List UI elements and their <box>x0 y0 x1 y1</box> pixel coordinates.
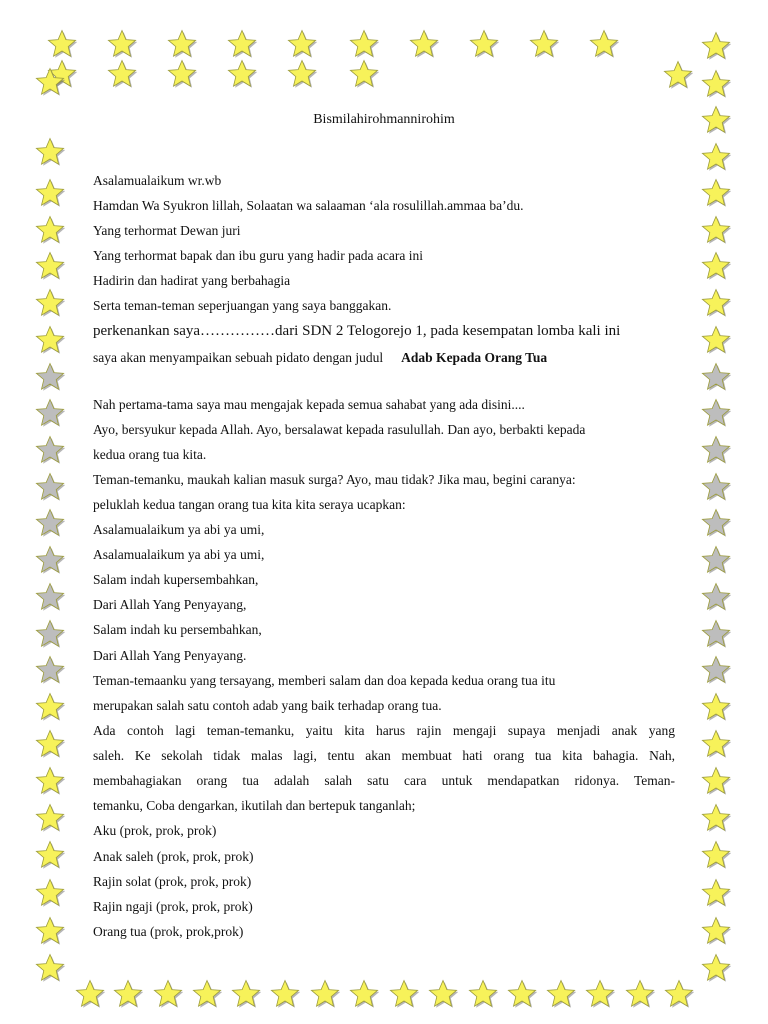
text-line: kedua orang tua kita. <box>93 447 207 462</box>
text-line: Dari Allah Yang Penyayang. <box>93 648 247 663</box>
star-icon <box>701 655 731 685</box>
star-icon <box>35 916 65 946</box>
text-line: Ada contoh lagi teman-temanku, yaitu kita harus rajin mengaji supaya menjadi anak yang <box>93 723 675 738</box>
star-icon <box>701 105 731 135</box>
star-icon <box>701 435 731 465</box>
star-icon <box>287 29 317 59</box>
star-icon <box>507 979 537 1009</box>
document-title: Bismilahirohmannirohim <box>313 112 455 127</box>
star-icon <box>231 979 261 1009</box>
star-icon <box>35 288 65 318</box>
star-icon <box>349 29 379 59</box>
text-line: Orang tua (prok, prok,prok) <box>93 924 244 939</box>
star-icon <box>35 435 65 465</box>
star-icon <box>701 325 731 355</box>
text-line: membahagiakan orang tua adalah salah satu cara untuk mendapatkan ridonya. Teman- <box>93 773 675 788</box>
star-icon <box>701 142 731 172</box>
star-icon <box>35 251 65 281</box>
text-span: saya akan menyampaikan sebuah pidato dengan judul <box>93 350 384 365</box>
star-icon <box>35 67 65 97</box>
star-icon <box>701 69 731 99</box>
star-icon <box>701 840 731 870</box>
star-icon <box>349 59 379 89</box>
star-icon <box>35 582 65 612</box>
star-icon <box>35 398 65 428</box>
text-line: Teman-temanku, maukah kalian masuk surga? Ayo, mau tidak? Jika mau, begini caranya: <box>93 472 576 487</box>
star-icon <box>701 178 731 208</box>
star-icon <box>35 840 65 870</box>
star-icon <box>701 215 731 245</box>
star-icon <box>701 288 731 318</box>
text-line: Hadirin dan hadirat yang berbahagia <box>93 273 291 288</box>
star-icon <box>75 979 105 1009</box>
text-line: Anak saleh (prok, prok, prok) <box>93 849 254 864</box>
star-icon <box>663 60 693 90</box>
text-line: Ayo, bersyukur kepada Allah. Ayo, bersalawat kepada rasulullah. Dan ayo, berbakti kepada <box>93 422 586 437</box>
star-icon <box>47 29 77 59</box>
star-icon <box>701 916 731 946</box>
star-icon <box>546 979 576 1009</box>
star-icon <box>701 803 731 833</box>
star-icon <box>113 979 143 1009</box>
text-line <box>93 350 547 366</box>
star-icon <box>701 953 731 983</box>
star-icon <box>409 29 439 59</box>
text-line: merupakan salah satu contoh adab yang baik terhadap orang tua. <box>93 698 442 713</box>
star-icon <box>701 362 731 392</box>
star-icon <box>35 137 65 167</box>
star-icon <box>35 953 65 983</box>
star-icon <box>192 979 222 1009</box>
star-icon <box>589 29 619 59</box>
star-icon <box>468 979 498 1009</box>
star-icon <box>153 979 183 1009</box>
text-line: Teman-temaanku yang tersayang, memberi salam dan doa kepada kedua orang tua itu <box>93 673 556 688</box>
star-icon <box>585 979 615 1009</box>
star-icon <box>167 59 197 89</box>
star-icon <box>35 362 65 392</box>
star-icon <box>35 878 65 908</box>
star-icon <box>227 59 257 89</box>
star-icon <box>701 251 731 281</box>
star-icon <box>701 472 731 502</box>
star-icon <box>349 979 379 1009</box>
speech-title: Adab Kepada Orang Tua <box>401 350 548 365</box>
star-icon <box>35 508 65 538</box>
text-line: Dari Allah Yang Penyayang, <box>93 597 247 612</box>
star-icon <box>701 692 731 722</box>
star-icon <box>35 766 65 796</box>
greeting-line: Asalamualaikum wr.wb <box>93 173 222 188</box>
text-line: Salam indah ku persembahkan, <box>93 622 262 637</box>
text-line: Hamdan Wa Syukron lillah, Solaatan wa salaaman ‘ala rosulillah.ammaa ba’du. <box>93 198 524 213</box>
star-icon <box>35 215 65 245</box>
star-icon <box>35 729 65 759</box>
star-icon <box>701 766 731 796</box>
text-line: Aku (prok, prok, prok) <box>93 823 217 838</box>
star-icon <box>701 878 731 908</box>
star-icon <box>625 979 655 1009</box>
star-icon <box>389 979 419 1009</box>
star-icon <box>469 29 499 59</box>
text-line: Rajin solat (prok, prok, prok) <box>93 874 252 889</box>
star-icon <box>270 979 300 1009</box>
star-icon <box>701 582 731 612</box>
star-icon <box>529 29 559 59</box>
text-line: Serta teman-teman seperjuangan yang saya banggakan. <box>93 298 392 313</box>
star-icon <box>35 472 65 502</box>
text-line: Yang terhormat bapak dan ibu guru yang hadir pada acara ini <box>93 248 424 263</box>
text-line <box>93 323 620 340</box>
star-icon <box>227 29 257 59</box>
star-icon <box>664 979 694 1009</box>
star-icon <box>107 59 137 89</box>
star-icon <box>35 619 65 649</box>
star-icon <box>35 178 65 208</box>
star-icon <box>167 29 197 59</box>
text-span: perkenankan saya <box>93 323 201 339</box>
text-line: Rajin ngaji (prok, prok, prok) <box>93 899 253 914</box>
text-line: Salam indah kupersembahkan, <box>93 572 259 587</box>
star-icon <box>701 31 731 61</box>
star-icon <box>35 655 65 685</box>
text-line: Asalamualaikum ya abi ya umi, <box>93 522 265 537</box>
star-icon <box>35 545 65 575</box>
star-icon <box>701 619 731 649</box>
text-line: peluklah kedua tangan orang tua kita kita seraya ucapkan: <box>93 497 406 512</box>
text-span: ……………dari SDN 2 Telogorejo 1, pada kesempatan lomba kali ini <box>200 323 621 339</box>
star-icon <box>701 545 731 575</box>
text-line: Nah pertama-tama saya mau mengajak kepada semua sahabat yang ada disini.... <box>93 397 525 412</box>
text-line: saleh. Ke sekolah tidak malas lagi, tentu akan membuat hati orang tua kita bahagia. Nah, <box>93 748 675 763</box>
text-line: Yang terhormat Dewan juri <box>93 223 241 238</box>
star-icon <box>701 398 731 428</box>
star-icon <box>287 59 317 89</box>
star-icon <box>701 508 731 538</box>
star-icon <box>35 692 65 722</box>
star-icon <box>35 803 65 833</box>
text-line: Asalamualaikum ya abi ya umi, <box>93 547 265 562</box>
star-icon <box>35 325 65 355</box>
star-icon <box>310 979 340 1009</box>
star-icon <box>428 979 458 1009</box>
star-icon <box>701 729 731 759</box>
star-icon <box>107 29 137 59</box>
text-line: temanku, Coba dengarkan, ikutilah dan bertepuk tanganlah; <box>93 798 416 813</box>
